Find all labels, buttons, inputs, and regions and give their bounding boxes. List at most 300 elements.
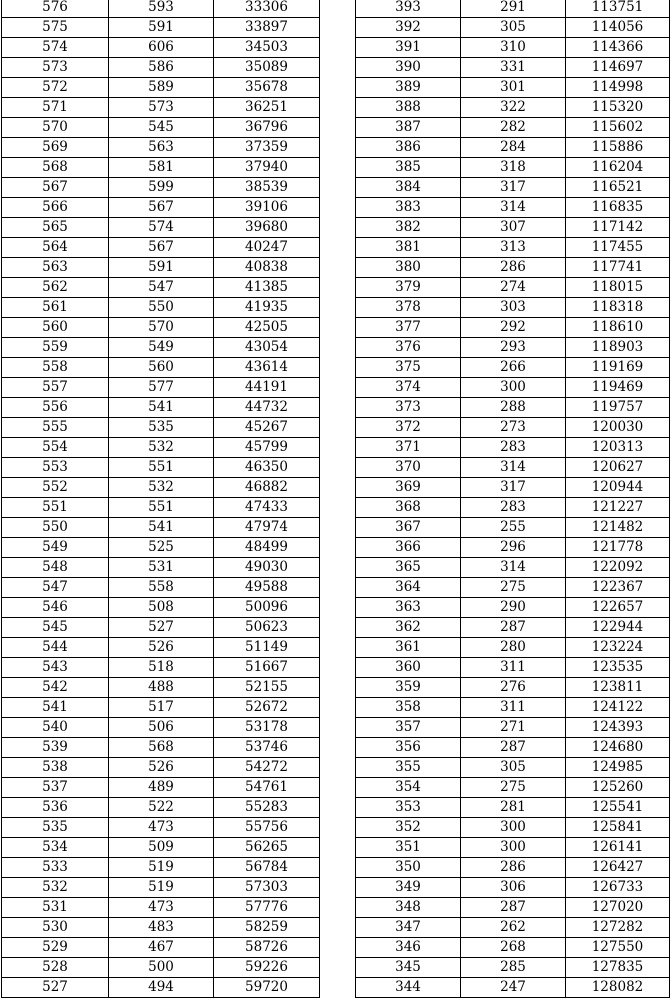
- table-cell: 46350: [214, 458, 320, 478]
- table-cell: 37940: [214, 158, 320, 178]
- table-cell: 526: [109, 638, 214, 658]
- table-cell: 551: [109, 458, 214, 478]
- table-cell: 542: [2, 678, 109, 698]
- table-cell: 541: [109, 398, 214, 418]
- table-cell: 115886: [566, 138, 670, 158]
- table-cell: 59720: [214, 978, 320, 998]
- table-cell: 274: [461, 278, 566, 298]
- table-cell: 119169: [566, 358, 670, 378]
- table-cell: 355: [356, 758, 461, 778]
- table-cell: 387: [356, 118, 461, 138]
- table-row: [2, 838, 320, 858]
- table-cell: 126427: [566, 858, 670, 878]
- table-cell: 286: [461, 858, 566, 878]
- table-row: [2, 178, 320, 198]
- table-row: [356, 818, 670, 838]
- table-cell: 356: [356, 738, 461, 758]
- table-row: [356, 478, 670, 498]
- table-cell: 311: [461, 658, 566, 678]
- table-row: [2, 58, 320, 78]
- table-cell: 300: [461, 378, 566, 398]
- table-row: [2, 18, 320, 38]
- table-row: [2, 258, 320, 278]
- table-cell: 563: [109, 138, 214, 158]
- table-cell: 117741: [566, 258, 670, 278]
- table-cell: 282: [461, 118, 566, 138]
- table-row: [356, 558, 670, 578]
- table-cell: 494: [109, 978, 214, 998]
- table-row: [2, 938, 320, 958]
- table-cell: 127835: [566, 958, 670, 978]
- table-row: [2, 558, 320, 578]
- table-cell: 489: [109, 778, 214, 798]
- table-row: [2, 958, 320, 978]
- table-row: [2, 98, 320, 118]
- table-cell: 287: [461, 898, 566, 918]
- table-cell: 370: [356, 458, 461, 478]
- table-cell: 58259: [214, 918, 320, 938]
- table-cell: 350: [356, 858, 461, 878]
- table-cell: 124680: [566, 738, 670, 758]
- table-cell: 563: [2, 258, 109, 278]
- table-cell: 488: [109, 678, 214, 698]
- table-cell: 548: [2, 558, 109, 578]
- table-cell: 118015: [566, 278, 670, 298]
- table-row: [356, 898, 670, 918]
- table-cell: 283: [461, 438, 566, 458]
- table-cell: 255: [461, 518, 566, 538]
- table-cell: 47433: [214, 498, 320, 518]
- table-cell: 120944: [566, 478, 670, 498]
- table-cell: 114056: [566, 18, 670, 38]
- table-row: [356, 318, 670, 338]
- table-row: [356, 118, 670, 138]
- table-cell: 383: [356, 198, 461, 218]
- table-cell: 310: [461, 38, 566, 58]
- table-cell: 125541: [566, 798, 670, 818]
- table-cell: 116204: [566, 158, 670, 178]
- table-cell: 570: [109, 318, 214, 338]
- table-cell: 124393: [566, 718, 670, 738]
- table-row: [356, 958, 670, 978]
- table-cell: 124122: [566, 698, 670, 718]
- table-cell: 354: [356, 778, 461, 798]
- table-cell: 306: [461, 878, 566, 898]
- table-cell: 547: [109, 278, 214, 298]
- table-cell: 58726: [214, 938, 320, 958]
- table-cell: 545: [109, 118, 214, 138]
- table-cell: 382: [356, 218, 461, 238]
- table-cell: 34503: [214, 38, 320, 58]
- table-row: [2, 198, 320, 218]
- table-cell: 247: [461, 978, 566, 998]
- table-row: [356, 38, 670, 58]
- table-cell: 577: [109, 378, 214, 398]
- table-cell: 317: [461, 178, 566, 198]
- table-cell: 351: [356, 838, 461, 858]
- table-cell: 365: [356, 558, 461, 578]
- table-cell: 363: [356, 598, 461, 618]
- table-cell: 301: [461, 78, 566, 98]
- table-cell: 546: [2, 598, 109, 618]
- table-cell: 393: [356, 0, 461, 18]
- table-cell: 39680: [214, 218, 320, 238]
- table-row: [2, 398, 320, 418]
- table-cell: 57776: [214, 898, 320, 918]
- table-cell: 37359: [214, 138, 320, 158]
- table-cell: 506: [109, 718, 214, 738]
- table-row: [2, 818, 320, 838]
- table-cell: 567: [109, 198, 214, 218]
- table-cell: 45799: [214, 438, 320, 458]
- table-cell: 570: [2, 118, 109, 138]
- table-cell: 375: [356, 358, 461, 378]
- table-cell: 527: [109, 618, 214, 638]
- table-row: [2, 318, 320, 338]
- table-row: [2, 518, 320, 538]
- table-cell: 49588: [214, 578, 320, 598]
- table-cell: 40838: [214, 258, 320, 278]
- table-cell: 124985: [566, 758, 670, 778]
- table-row: [356, 658, 670, 678]
- table-cell: 388: [356, 98, 461, 118]
- table-cell: 273: [461, 418, 566, 438]
- table-cell: 509: [109, 838, 214, 858]
- table-cell: 314: [461, 558, 566, 578]
- table-row: [2, 38, 320, 58]
- table-cell: 379: [356, 278, 461, 298]
- table-row: [2, 878, 320, 898]
- table-cell: 551: [2, 498, 109, 518]
- table-cell: 322: [461, 98, 566, 118]
- table-cell: 522: [109, 798, 214, 818]
- table-cell: 271: [461, 718, 566, 738]
- table-row: [2, 438, 320, 458]
- table-cell: 384: [356, 178, 461, 198]
- table-cell: 581: [109, 158, 214, 178]
- table-row: [2, 378, 320, 398]
- table-row: [356, 598, 670, 618]
- table-row: [356, 738, 670, 758]
- table-cell: 52155: [214, 678, 320, 698]
- table-cell: 552: [2, 478, 109, 498]
- table-row: [356, 418, 670, 438]
- table-cell: 560: [109, 358, 214, 378]
- table-row: [356, 158, 670, 178]
- table-cell: 576: [2, 0, 109, 18]
- table-cell: 518: [109, 658, 214, 678]
- table-cell: 558: [2, 358, 109, 378]
- table-cell: 390: [356, 58, 461, 78]
- table-cell: 533: [2, 858, 109, 878]
- table-cell: 123535: [566, 658, 670, 678]
- table-cell: 127550: [566, 938, 670, 958]
- table-row: [2, 778, 320, 798]
- table-cell: 50623: [214, 618, 320, 638]
- table-row: [2, 478, 320, 498]
- table-cell: 569: [2, 138, 109, 158]
- table-cell: 554: [2, 438, 109, 458]
- table-row: [356, 638, 670, 658]
- table-cell: 557: [2, 378, 109, 398]
- table-row: [356, 618, 670, 638]
- table-cell: 42505: [214, 318, 320, 338]
- table-cell: 558: [109, 578, 214, 598]
- table-cell: 532: [109, 478, 214, 498]
- table-cell: 483: [109, 918, 214, 938]
- table-cell: 122367: [566, 578, 670, 598]
- table-cell: 530: [2, 918, 109, 938]
- table-row: [356, 0, 670, 18]
- table-cell: 313: [461, 238, 566, 258]
- table-row: [356, 538, 670, 558]
- table-cell: 572: [2, 78, 109, 98]
- table-cell: 121482: [566, 518, 670, 538]
- table-cell: 380: [356, 258, 461, 278]
- table-cell: 544: [2, 638, 109, 658]
- table-cell: 589: [109, 78, 214, 98]
- table-cell: 346: [356, 938, 461, 958]
- table-row: [356, 98, 670, 118]
- table-cell: 549: [2, 538, 109, 558]
- table-cell: 296: [461, 538, 566, 558]
- table-cell: 377: [356, 318, 461, 338]
- table-cell: 127282: [566, 918, 670, 938]
- table-cell: 128082: [566, 978, 670, 998]
- table-cell: 54761: [214, 778, 320, 798]
- table-cell: 566: [2, 198, 109, 218]
- table-cell: 114366: [566, 38, 670, 58]
- table-cell: 568: [109, 738, 214, 758]
- table-cell: 35089: [214, 58, 320, 78]
- table-row: [2, 538, 320, 558]
- table-cell: 531: [109, 558, 214, 578]
- table-row: [356, 438, 670, 458]
- table-row: [2, 338, 320, 358]
- table-cell: 117455: [566, 238, 670, 258]
- table-cell: 565: [2, 218, 109, 238]
- table-cell: 275: [461, 778, 566, 798]
- table-row: [2, 638, 320, 658]
- table-row: [356, 18, 670, 38]
- table-cell: 115320: [566, 98, 670, 118]
- table-row: [2, 658, 320, 678]
- table-row: [356, 918, 670, 938]
- table-cell: 599: [109, 178, 214, 198]
- table-cell: 116835: [566, 198, 670, 218]
- table-row: [2, 218, 320, 238]
- table-row: [2, 858, 320, 878]
- table-cell: 367: [356, 518, 461, 538]
- score-table-left: [1, 0, 320, 998]
- table-cell: 386: [356, 138, 461, 158]
- table-cell: 575: [2, 18, 109, 38]
- table-cell: 38539: [214, 178, 320, 198]
- table-cell: 545: [2, 618, 109, 638]
- table-cell: 539: [2, 738, 109, 758]
- table-cell: 44191: [214, 378, 320, 398]
- table-cell: 126141: [566, 838, 670, 858]
- table-cell: 500: [109, 958, 214, 978]
- table-cell: 529: [2, 938, 109, 958]
- table-row: [356, 878, 670, 898]
- table-cell: 371: [356, 438, 461, 458]
- table-cell: 392: [356, 18, 461, 38]
- table-cell: 49030: [214, 558, 320, 578]
- table-cell: 574: [2, 38, 109, 58]
- table-cell: 52672: [214, 698, 320, 718]
- table-cell: 537: [2, 778, 109, 798]
- table-cell: 314: [461, 458, 566, 478]
- table-cell: 550: [2, 518, 109, 538]
- table-cell: 360: [356, 658, 461, 678]
- table-cell: 550: [109, 298, 214, 318]
- table-row: [356, 718, 670, 738]
- table-cell: 118610: [566, 318, 670, 338]
- table-cell: 549: [109, 338, 214, 358]
- table-cell: 567: [109, 238, 214, 258]
- table-cell: 573: [109, 98, 214, 118]
- table-cell: 317: [461, 478, 566, 498]
- table-row: [356, 198, 670, 218]
- table-cell: 121227: [566, 498, 670, 518]
- table-cell: 262: [461, 918, 566, 938]
- table-cell: 473: [109, 898, 214, 918]
- table-cell: 555: [2, 418, 109, 438]
- table-cell: 517: [109, 698, 214, 718]
- table-cell: 547: [2, 578, 109, 598]
- table-cell: 281: [461, 798, 566, 818]
- table-cell: 349: [356, 878, 461, 898]
- table-cell: 361: [356, 638, 461, 658]
- table-row: [2, 898, 320, 918]
- table-cell: 541: [109, 518, 214, 538]
- table-row: [356, 678, 670, 698]
- table-cell: 300: [461, 818, 566, 838]
- table-cell: 41385: [214, 278, 320, 298]
- table-cell: 540: [2, 718, 109, 738]
- table-cell: 567: [2, 178, 109, 198]
- table-cell: 358: [356, 698, 461, 718]
- table-cell: 357: [356, 718, 461, 738]
- table-row: [356, 78, 670, 98]
- table-cell: 45267: [214, 418, 320, 438]
- table-cell: 120313: [566, 438, 670, 458]
- table-row: [2, 298, 320, 318]
- table-cell: 54272: [214, 758, 320, 778]
- table-cell: 122092: [566, 558, 670, 578]
- table-cell: 36251: [214, 98, 320, 118]
- table-cell: 352: [356, 818, 461, 838]
- table-cell: 561: [2, 298, 109, 318]
- table-cell: 591: [109, 258, 214, 278]
- table-cell: 305: [461, 758, 566, 778]
- table-row: [356, 398, 670, 418]
- table-row: [356, 518, 670, 538]
- table-row: [2, 158, 320, 178]
- table-cell: 114697: [566, 58, 670, 78]
- table-cell: 571: [2, 98, 109, 118]
- table-cell: 391: [356, 38, 461, 58]
- table-cell: 389: [356, 78, 461, 98]
- table-cell: 288: [461, 398, 566, 418]
- table-cell: 348: [356, 898, 461, 918]
- table-cell: 385: [356, 158, 461, 178]
- table-row: [2, 698, 320, 718]
- table-cell: 564: [2, 238, 109, 258]
- table-cell: 508: [109, 598, 214, 618]
- table-cell: 556: [2, 398, 109, 418]
- table-row: [2, 618, 320, 638]
- table-cell: 55283: [214, 798, 320, 818]
- score-table-right: [355, 0, 670, 998]
- table-cell: 314: [461, 198, 566, 218]
- table-row: [2, 78, 320, 98]
- table-cell: 345: [356, 958, 461, 978]
- table-cell: 538: [2, 758, 109, 778]
- table-cell: 359: [356, 678, 461, 698]
- table-row: [356, 458, 670, 478]
- table-row: [356, 698, 670, 718]
- table-cell: 280: [461, 638, 566, 658]
- table-row: [356, 338, 670, 358]
- table-cell: 307: [461, 218, 566, 238]
- table-cell: 286: [461, 258, 566, 278]
- table-cell: 344: [356, 978, 461, 998]
- table-cell: 118318: [566, 298, 670, 318]
- table-cell: 568: [2, 158, 109, 178]
- table-row: [2, 598, 320, 618]
- table-row: [2, 498, 320, 518]
- table-cell: 534: [2, 838, 109, 858]
- table-cell: 55756: [214, 818, 320, 838]
- table-cell: 268: [461, 938, 566, 958]
- table-cell: 305: [461, 18, 566, 38]
- table-cell: 551: [109, 498, 214, 518]
- table-cell: 291: [461, 0, 566, 18]
- table-cell: 290: [461, 598, 566, 618]
- table-row: [2, 278, 320, 298]
- table-cell: 318: [461, 158, 566, 178]
- table-cell: 525: [109, 538, 214, 558]
- table-row: [2, 978, 320, 998]
- table-cell: 120030: [566, 418, 670, 438]
- table-row: [356, 578, 670, 598]
- table-cell: 586: [109, 58, 214, 78]
- table-row: [2, 678, 320, 698]
- table-cell: 126733: [566, 878, 670, 898]
- table-row: [2, 358, 320, 378]
- table-cell: 275: [461, 578, 566, 598]
- table-cell: 35678: [214, 78, 320, 98]
- table-cell: 127020: [566, 898, 670, 918]
- table-cell: 532: [109, 438, 214, 458]
- table-cell: 125841: [566, 818, 670, 838]
- table-cell: 293: [461, 338, 566, 358]
- table-cell: 353: [356, 798, 461, 818]
- table-cell: 120627: [566, 458, 670, 478]
- table-row: [2, 138, 320, 158]
- table-cell: 376: [356, 338, 461, 358]
- table-cell: 119469: [566, 378, 670, 398]
- table-row: [356, 178, 670, 198]
- table-cell: 33306: [214, 0, 320, 18]
- table-row: [2, 758, 320, 778]
- table-cell: 303: [461, 298, 566, 318]
- table-cell: 364: [356, 578, 461, 598]
- table-cell: 40247: [214, 238, 320, 258]
- table-cell: 562: [2, 278, 109, 298]
